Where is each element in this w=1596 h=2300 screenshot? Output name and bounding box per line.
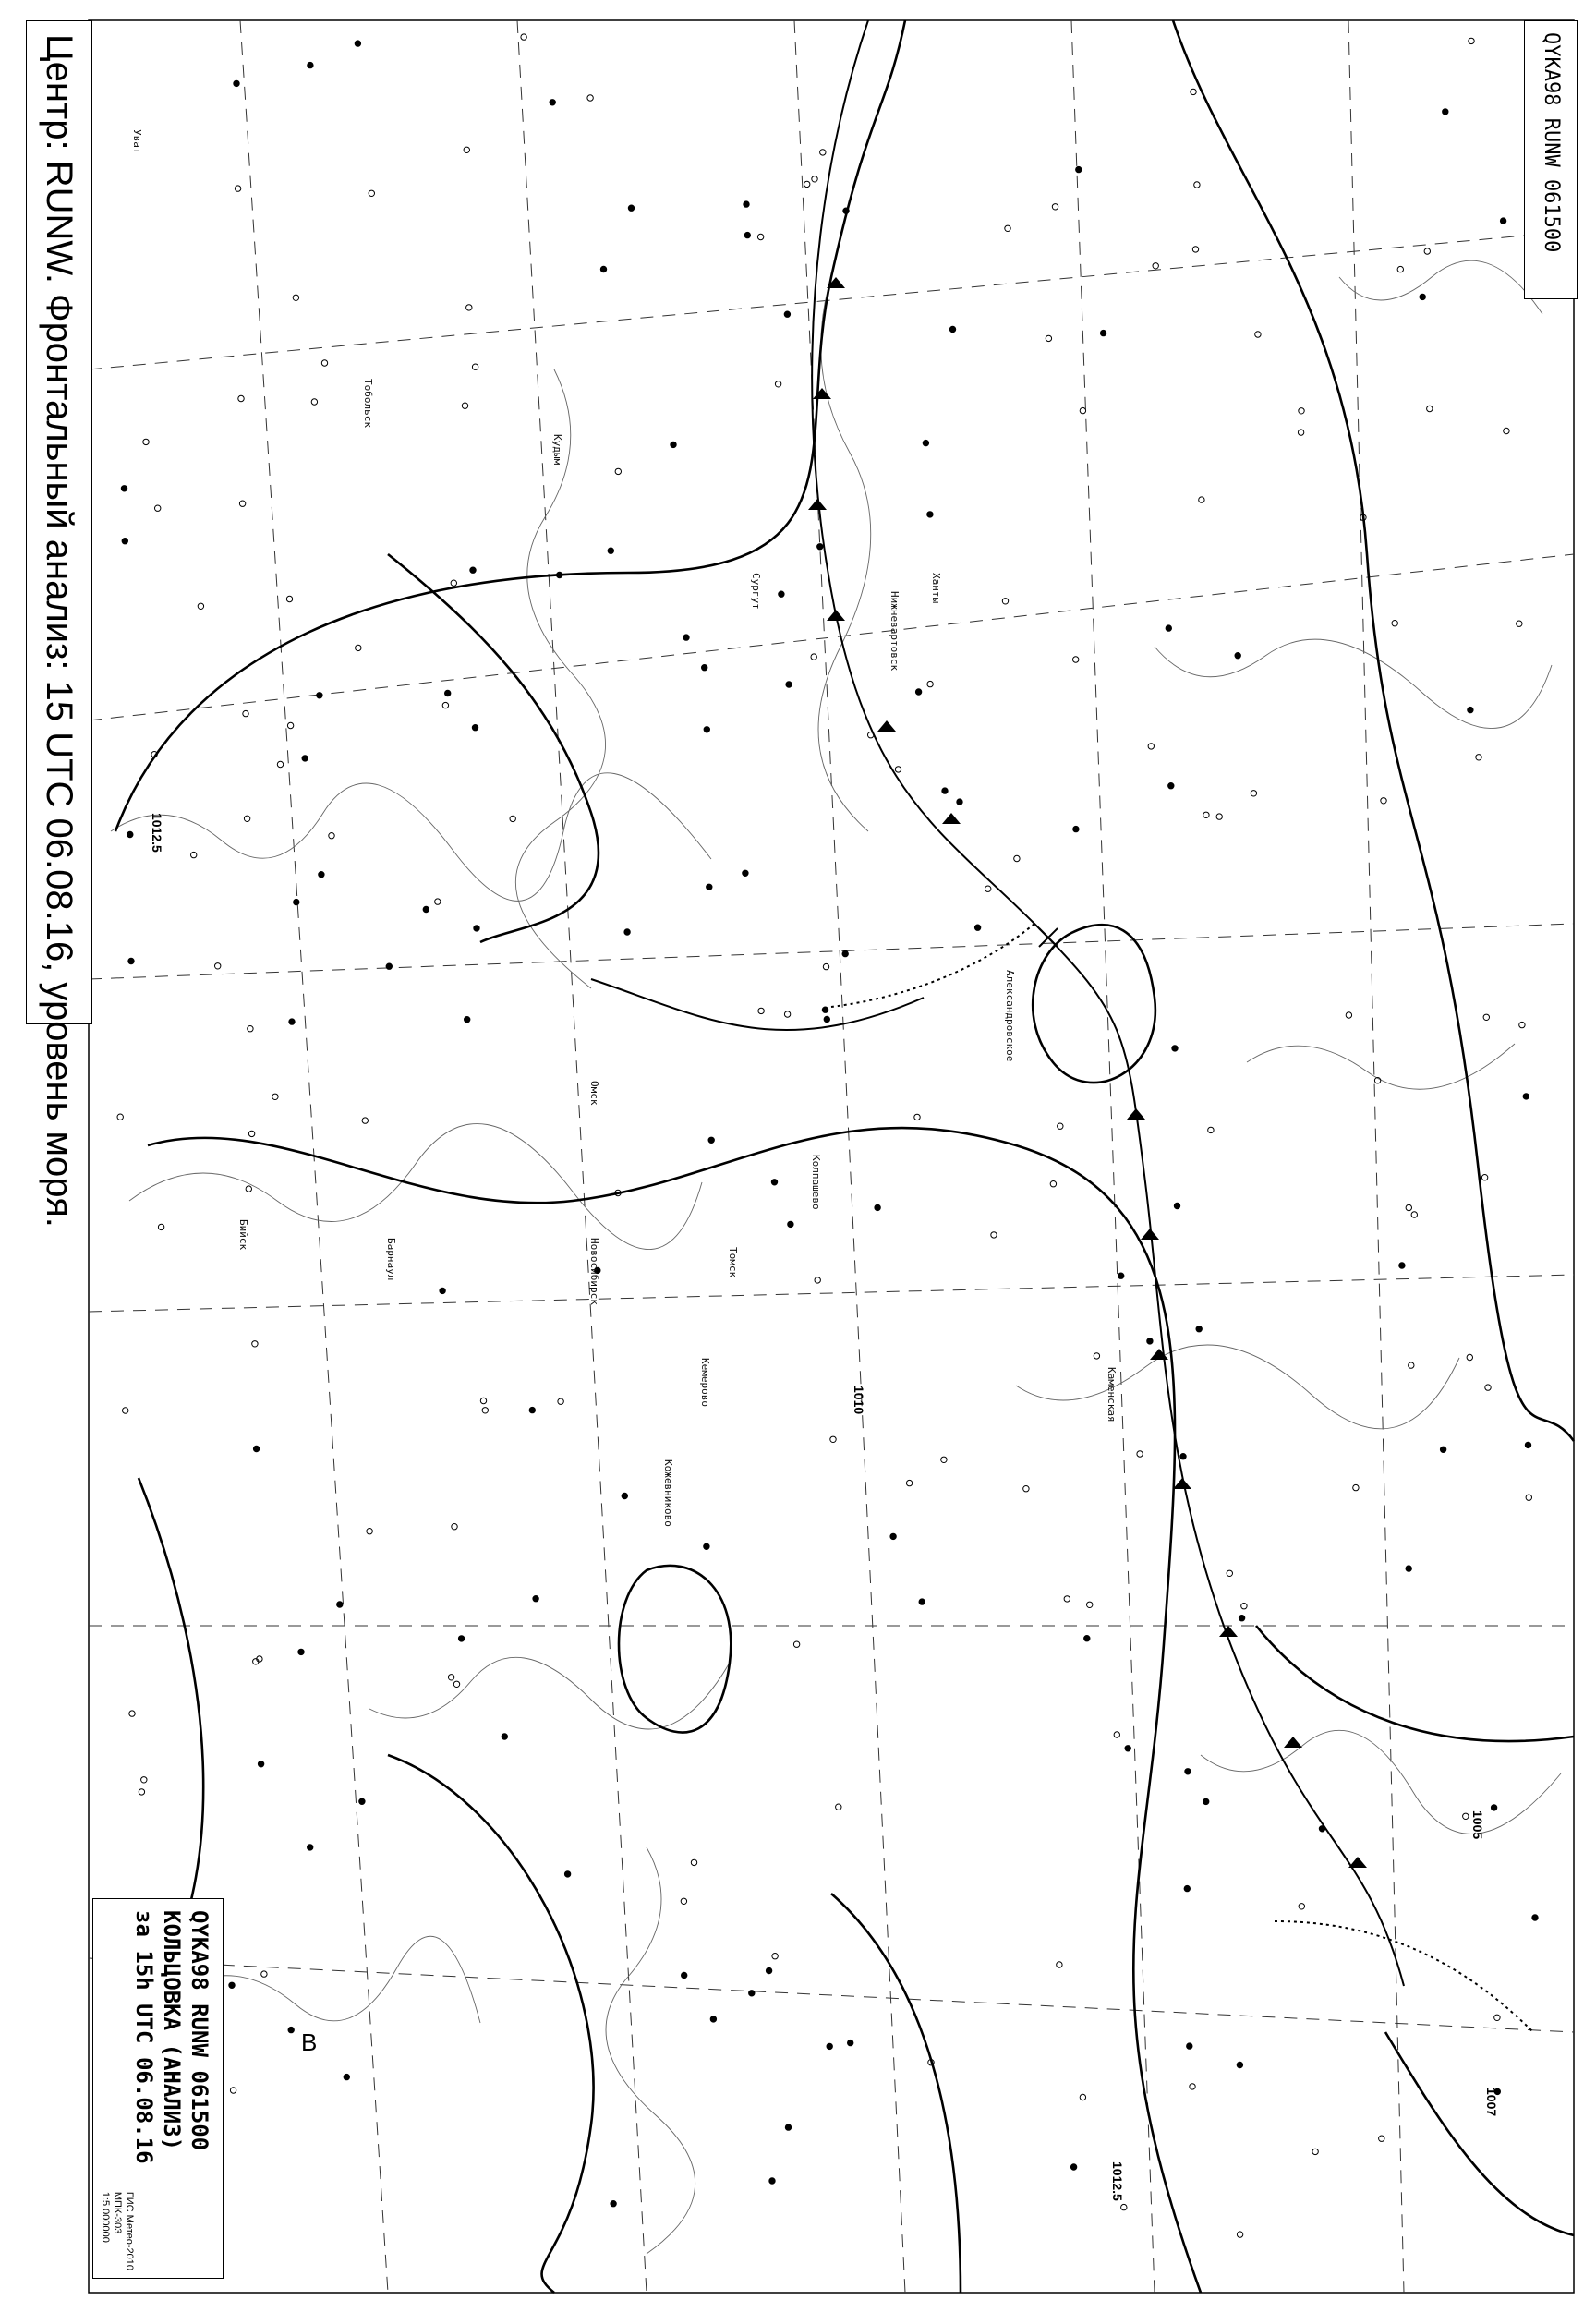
station-symbol [1100,330,1106,335]
station-symbol [1073,826,1079,831]
station-symbol [1076,166,1082,172]
station-symbol [822,1007,828,1012]
stamp-time: за 15h UTC 06.08.16 [131,1910,157,2164]
station-symbol [1239,1616,1244,1621]
station-symbol [319,872,324,878]
station-symbol [470,567,476,573]
station-symbol [465,1017,470,1023]
station-symbol [707,884,712,890]
station-symbol [1319,1826,1324,1832]
station-symbol [1174,1203,1179,1208]
station-symbol [949,326,955,332]
station-symbol [817,544,823,550]
station-symbol [1491,1805,1496,1810]
city-label: Бийск [237,1219,249,1251]
station-symbol [550,100,555,105]
station-symbol [1420,294,1425,299]
station-symbol [1532,1915,1538,1920]
station-symbol [1168,783,1174,789]
station-symbol [843,208,849,213]
station-symbol [682,1972,687,1978]
station-symbol [848,2040,853,2045]
station-symbol [600,266,606,272]
city-label: Кудым [551,434,563,466]
station-symbol [288,2027,294,2032]
station-symbol [1525,1442,1530,1447]
station-symbol [529,1407,535,1412]
station-symbol [122,539,127,544]
station-symbol [1523,1094,1529,1099]
isobar-label: 1007 [1484,2088,1499,2117]
station-symbol [289,1019,295,1024]
stamp-scale: 1:5 000000 [100,2191,111,2243]
station-symbol [533,1596,538,1602]
station-symbol [472,725,478,731]
station-symbol [234,80,239,86]
station-symbol [769,2178,775,2184]
station-symbol [1147,1338,1153,1344]
station-symbol [253,1446,259,1451]
station-symbol [298,1649,304,1654]
station-symbol [1118,1273,1124,1278]
high-pressure-letter: В [301,2028,318,2056]
station-symbol [622,1493,627,1498]
station-symbol [927,512,933,517]
station-symbol [788,1221,793,1227]
stamp-station: КОЛЬЦОВКА (АНАЛИЗ) [159,1910,185,2151]
city-label: Тобольск [362,379,374,428]
isobar-label: 1012.5 [150,813,164,853]
station-symbol [1166,625,1171,631]
station-symbol [344,2074,349,2079]
station-symbol [890,1533,896,1539]
city-label: Каменская [1106,1367,1118,1422]
isobar-label: 1012.5 [1110,2161,1125,2201]
city-label: Барнаул [385,1238,397,1281]
station-symbol [1237,2062,1242,2067]
station-symbol [1235,653,1240,659]
station-symbol [121,486,127,491]
station-symbol [1196,1326,1202,1332]
station-symbol [923,440,928,445]
city-label: Нижневартовск [889,591,901,672]
station-symbol [957,799,962,805]
station-symbol [1443,109,1448,115]
station-symbol [423,906,429,912]
city-label: Кемерово [699,1358,711,1407]
station-symbol [710,2016,716,2022]
station-symbol [557,572,562,577]
station-symbol [564,1871,570,1877]
station-symbol [942,788,948,793]
station-symbol [771,1180,777,1185]
station-symbol [875,1204,880,1210]
city-label: Омск [588,1081,600,1106]
city-label: Новосибирск [588,1238,600,1305]
map-title: Центр: RUNW. Фронтальный анализ: 15 UTC 06.08.16, уровень моря. [39,34,79,1228]
stamp-code: QYKA98 RUNW 061500 [187,1910,212,2151]
station-symbol [628,205,634,211]
city-label: Уват [131,129,143,154]
station-symbol [308,1845,313,1850]
station-symbol [440,1288,445,1293]
station-symbol [337,1602,343,1607]
station-symbol [974,925,980,930]
city-label: Томск [727,1247,739,1278]
station-symbol [1399,1263,1405,1268]
station-symbol [766,1967,771,1973]
city-label: Кожевниково [662,1459,674,1527]
station-symbol [779,591,784,597]
city-label: Александровское [1004,970,1016,1062]
map-title-box [26,20,92,1228]
station-symbol [786,682,792,687]
station-symbol [624,929,630,935]
station-symbol [1500,218,1505,224]
station-symbol [308,62,313,67]
station-symbol [1084,1636,1090,1641]
station-symbol [785,2124,791,2130]
station-symbol [502,1734,507,1739]
station-symbol [1172,1046,1178,1051]
station-symbol [743,870,748,876]
station-symbol [744,232,750,237]
station-symbol [915,689,921,695]
station-symbol [128,958,134,963]
station-symbol [229,1982,235,1988]
station-symbol [317,693,322,698]
city-label: Ханты [930,573,942,604]
station-symbol [1184,1885,1190,1891]
station-symbol [704,1543,709,1549]
station-symbol [458,1636,464,1641]
station-symbol [302,756,308,761]
stamp-model: МПК-303 [112,2191,123,2234]
station-symbol [842,950,848,956]
station-symbol [127,831,133,837]
station-symbol [1187,2043,1192,2049]
station-symbol [784,311,790,317]
station-symbol [824,1016,829,1022]
station-symbol [1406,1566,1411,1571]
station-symbol [919,1599,925,1604]
station-symbol [702,665,707,671]
station-symbol [1070,2164,1076,2170]
isobar-label: 1005 [1470,1810,1485,1840]
city-label: Колпашево [810,1155,822,1210]
code-header: QYKA98 RUNW 061500 [1540,32,1563,253]
station-symbol [359,1798,365,1804]
station-symbol [1468,707,1473,712]
station-symbol [474,926,479,931]
station-symbol [1440,1447,1445,1452]
station-symbol [608,548,613,553]
station-symbol [827,2043,832,2049]
station-symbol [671,442,676,447]
code-header-box [1524,20,1578,299]
station-symbol [683,635,689,640]
station-symbol [1125,1746,1130,1751]
isobar-label: 1010 [852,1386,866,1415]
station-symbol [1203,1798,1209,1804]
station-symbol [258,1761,263,1767]
map-stamp [92,1898,224,2279]
station-symbol [445,690,451,696]
station-symbol [1180,1454,1186,1459]
station-symbol [1185,1769,1191,1774]
station-symbol [749,1991,755,1996]
city-label: Сургут [750,573,762,610]
station-symbol [708,1137,714,1143]
station-symbol [355,41,360,46]
station-symbol [704,727,709,732]
stamp-software: ГИС Метео-2010 [124,2191,135,2270]
station-symbol [611,2201,616,2207]
station-symbol [386,963,392,969]
station-symbol [744,201,749,207]
station-symbol [294,899,299,904]
